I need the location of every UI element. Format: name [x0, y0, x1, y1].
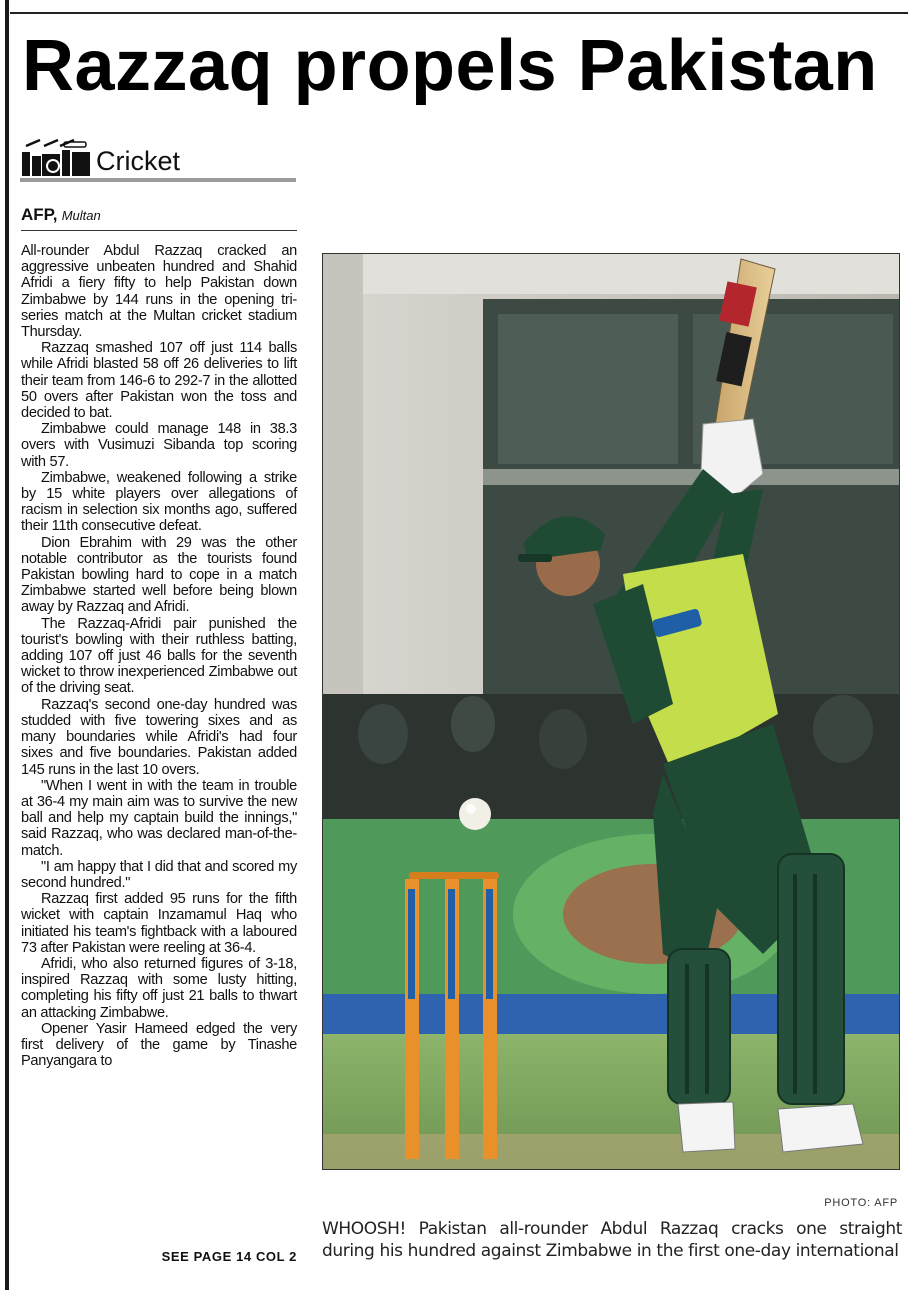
article-paragraph: Razzaq smashed 107 off just 114 balls while Afridi blasted 58 off 26 deliveries to lift their team from 146-6 to 292-7 in the allotted 50 overs after Pakistan won the toss and decided to bat.: [21, 340, 297, 422]
byline-agency: AFP,: [21, 205, 58, 224]
byline: [21, 205, 297, 226]
cricket-photo: [322, 253, 900, 1170]
article-paragraph: Opener Yasir Hameed edged the very first delivery of the game by Tinashe Panyangara to: [21, 1020, 297, 1070]
article-paragraph: Dion Ebrahim with 29 was the other notable contributor as the tourists found Pakistan bowling hard to cope in a match Zimbabwe started well before being blown away by Razzaq and Afridi.: [21, 534, 297, 616]
article-paragraph: "I am happy that I did that and scored my second hundred.": [21, 858, 297, 891]
photo-caption: WHOOSH! Pakistan all-rounder Abdul Razzaq cracks one straight during his hundred against Zimbabwe in the first one-day international: [322, 1219, 902, 1261]
batsman-illustration: [323, 254, 899, 1169]
article-paragraph: Razzaq's second one-day hundred was studded with five towering sixes and as many boundaries while Afridi's had four sixes and five boundaries. Pakistan added 145 runs in the last 10 overs.: [21, 696, 297, 778]
article-paragraph: Afridi, who also returned figures of 3-18, inspired Razzaq with some lusty hitting, completing his fifty off just 21 balls to thwart an attacking Zimbabwe.: [21, 955, 297, 1021]
continuation-note: SEE PAGE 14 COL 2: [161, 1249, 297, 1264]
byline-place: Multan: [61, 208, 101, 223]
article-paragraph: All-rounder Abdul Razzaq cracked an aggressive unbeaten hundred and Shahid Afridi a fiery fifty to help Pakistan down Zimbabwe by 144 runs in the opening tri-series match at the Multan cricket stadium Thursday.: [21, 243, 297, 341]
headline: Razzaq propels Pakistan: [22, 26, 878, 106]
photo-credit: PHOTO: AFP: [824, 1197, 898, 1209]
section-header: [20, 138, 296, 184]
left-column-rule: [5, 0, 9, 1290]
section-underline: [20, 178, 296, 182]
top-rule: [10, 12, 908, 14]
article-paragraph: Zimbabwe could manage 148 in 38.3 overs with Vusimuzi Sibanda top scoring with 57.: [21, 421, 297, 470]
article-paragraph: The Razzaq-Afridi pair punished the tourist's bowling with their ruthless batting, adding 107 off just 46 balls for the seventh wicket to throw inexperienced Zimbabwe out of the driving seat.: [21, 615, 297, 697]
article-paragraph: "When I went in with the team in trouble at 36-4 my main aim was to survive the new ball and help my captain build the innings," said Razzaq, who was declared man-of-the-match.: [21, 777, 297, 859]
article-body: [21, 243, 297, 1069]
article-paragraph: Razzaq first added 95 runs for the fifth wicket with captain Inzamamul Haq who initiated his team's fightback with a laboured 73 after Pakistan were reeling at 36-4.: [21, 891, 297, 956]
article-paragraph: Zimbabwe, weakened following a strike by 15 white players over allegations of racism in selection six months ago, suffered their 11th consecutive defeat.: [21, 469, 297, 535]
cricket-bats-ball-icon: [20, 138, 94, 178]
byline-rule: [21, 230, 297, 231]
section-label: Cricket: [96, 146, 181, 176]
